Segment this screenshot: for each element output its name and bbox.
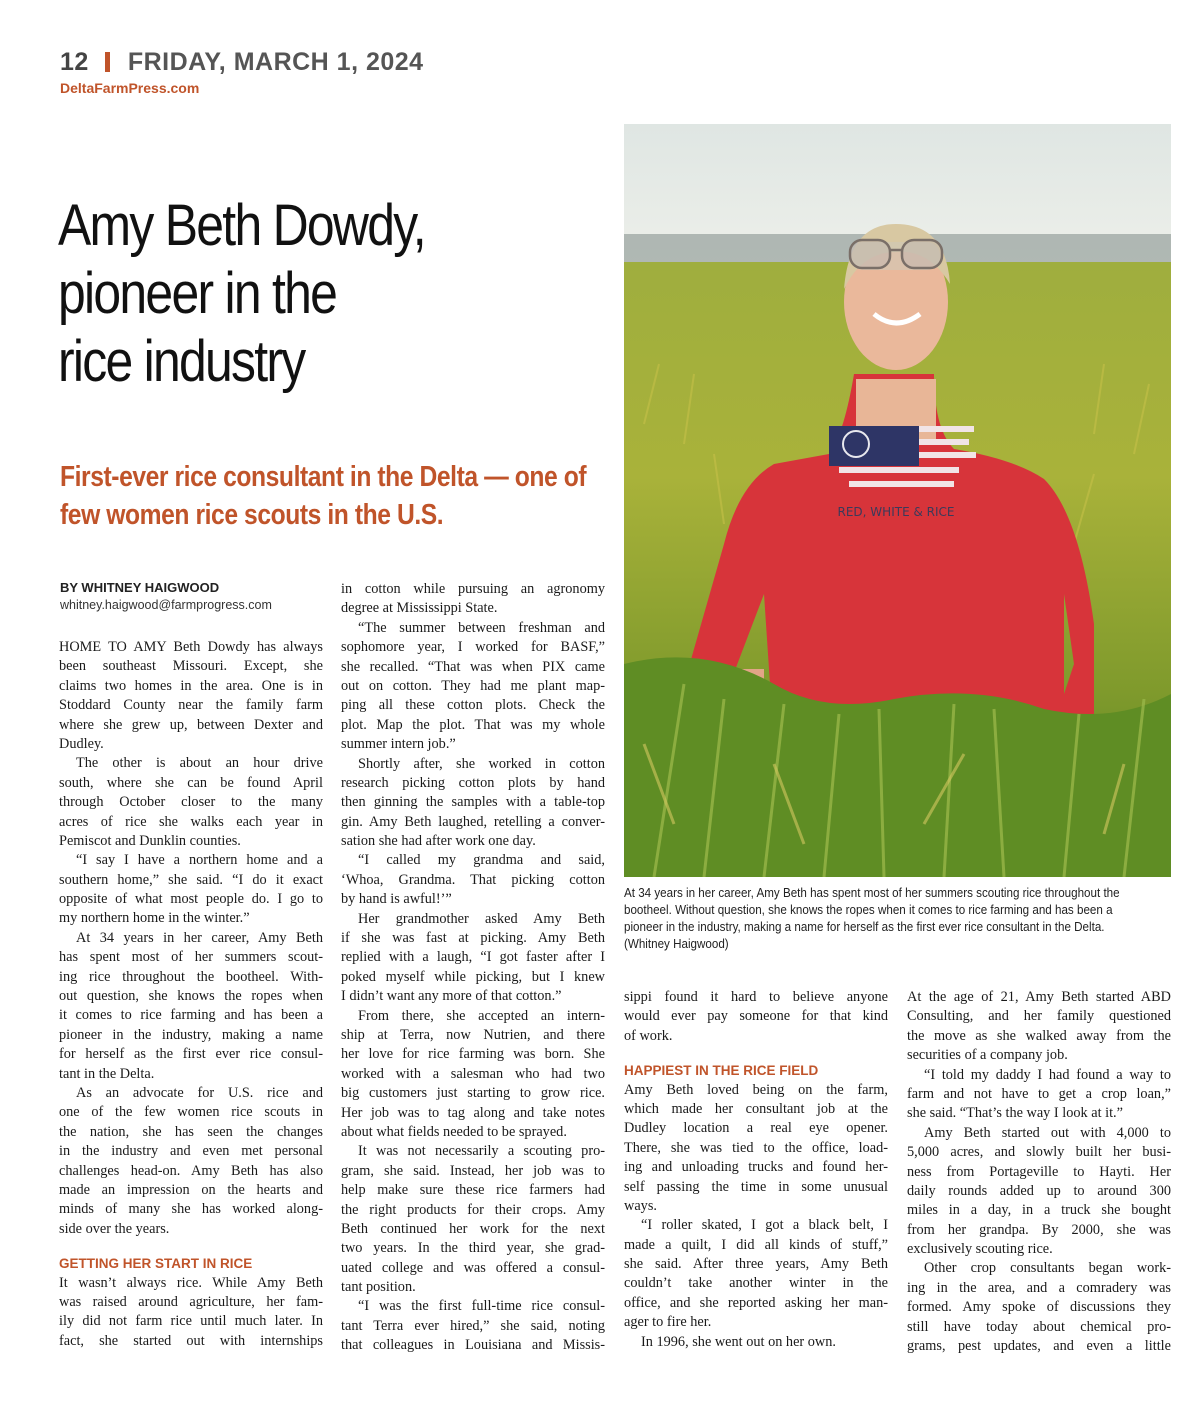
body-text-line: From there, she accepted an intern- bbox=[358, 1007, 605, 1024]
headline-line: Amy Beth Dowdy, bbox=[58, 193, 425, 258]
subheadline bbox=[60, 458, 587, 534]
body-text-line: sippi found it hard to believe anyone bbox=[624, 989, 888, 1005]
headline bbox=[58, 192, 522, 396]
photo-illustration bbox=[624, 124, 1171, 877]
body-text-line: It was not necessarily a scouting pro- bbox=[358, 1143, 605, 1160]
body-text-line: The other is about an hour drive bbox=[76, 755, 323, 772]
body-text-line: As an advocate for U.S. rice and bbox=[76, 1084, 323, 1101]
body-text-line: grams, pest updates, and even a little bbox=[907, 1338, 1171, 1355]
body-text-line: Consulting, and her family questioned bbox=[907, 1008, 1171, 1025]
body-text-line: ing in the area, and a comradery was bbox=[907, 1279, 1171, 1296]
body-text-line: ping all these cotton plots. Check the bbox=[341, 697, 605, 714]
body-text-line: gin. Amy Beth laughed, retelling a conver- bbox=[341, 813, 605, 830]
body-text-line: opposite of what most people do. I go to bbox=[59, 891, 323, 908]
body-text-line: HOME TO AMY Beth Dowdy has always bbox=[59, 639, 323, 655]
shirt-print: RED, WHITE & RICE bbox=[837, 505, 955, 519]
body-text-line: ‘Whoa, Grandma. That picking cotton bbox=[341, 871, 605, 888]
body-text-line: At 34 years in her career, Amy Beth bbox=[76, 929, 323, 946]
article-column-3 bbox=[624, 988, 888, 1352]
body-text-line: ily did not farm rice until much later. In bbox=[59, 1313, 323, 1330]
body-text-line: Her job was to tag along and take notes bbox=[341, 1104, 605, 1121]
site-link[interactable]: DeltaFarmPress.com bbox=[60, 80, 200, 96]
body-text-line: formed. Amy spoke of discussions they bbox=[907, 1299, 1171, 1316]
body-text-line: made a quilt, I did all kinds of stuff,” bbox=[624, 1236, 888, 1253]
body-text-line: “I roller skated, I got a black belt, I bbox=[641, 1217, 888, 1234]
feature-photo bbox=[624, 124, 1171, 877]
body-text-line: made an impression on the hearts and bbox=[59, 1181, 323, 1198]
photo-caption bbox=[624, 885, 1145, 953]
byline bbox=[60, 580, 272, 612]
body-text-line: it comes to rice farming and has been a bbox=[59, 1007, 323, 1024]
body-text-line: Her grandmother asked Amy Beth bbox=[358, 910, 605, 927]
issue-date: FRIDAY, MARCH 1, 2024 bbox=[127, 47, 424, 76]
body-text-line: pioneer in the industry, making a name bbox=[59, 1026, 323, 1043]
body-text-line: At the age of 21, Amy Beth started ABD bbox=[907, 989, 1171, 1005]
body-text-line: about what fields needed to be sprayed. bbox=[341, 1123, 567, 1140]
body-text-line: tant Terra ever hired,” she said, noting bbox=[341, 1317, 605, 1334]
body-text-line: challenges head-on. Amy Beth has also bbox=[59, 1162, 323, 1179]
body-text-line: gram, she said. Instead, her job was to bbox=[341, 1162, 605, 1179]
body-text-line: through October closer to the many bbox=[59, 794, 323, 811]
body-text-line: acres of rice she walks each year in bbox=[59, 813, 323, 830]
body-text-line: “I was the first full-time rice consul- bbox=[358, 1298, 605, 1315]
body-text-line: poked myself while picking, but I knew bbox=[341, 968, 605, 985]
body-text-line: worked with a salesman who had two bbox=[341, 1065, 605, 1082]
body-text-line: sation she had after work one day. bbox=[341, 833, 536, 850]
body-text-line: office, and she reported asking her man- bbox=[624, 1294, 888, 1311]
body-text-line: southern home,” she said. “I do it exact bbox=[59, 871, 323, 888]
body-text-line: in the industry and even met personal bbox=[59, 1143, 323, 1160]
body-text-line: if she was fast at picking. Amy Beth bbox=[341, 930, 605, 947]
folio-divider bbox=[105, 52, 110, 72]
body-text-line: Amy Beth loved being on the farm, bbox=[624, 1081, 888, 1098]
body-text-line: minds of many she has worked along- bbox=[59, 1201, 323, 1218]
body-text-line: Stoddard County near the family farm bbox=[59, 697, 323, 714]
folio bbox=[60, 46, 424, 78]
caption-line: pioneer in the industry, making a name for herself as the first ever rice consultant in the Delta. bbox=[624, 920, 1105, 934]
body-text-line: summer intern job.” bbox=[341, 736, 456, 753]
body-text-line: she recalled. “That was when PIX came bbox=[341, 658, 605, 675]
body-text-line: I didn’t want any more of that cotton.” bbox=[341, 988, 562, 1005]
page-header bbox=[60, 46, 424, 96]
body-text-line: which made her consultant job at the bbox=[624, 1100, 888, 1117]
body-text-line: “I say I have a northern home and a bbox=[76, 852, 323, 869]
body-text-line: daily rounds added up to around 300 bbox=[907, 1182, 1171, 1199]
headline-line: rice industry bbox=[58, 329, 305, 394]
caption-line: (Whitney Haigwood) bbox=[624, 937, 729, 951]
body-text-line: her love for rice farming was born. She bbox=[341, 1046, 605, 1063]
body-text-line: tant in the Delta. bbox=[59, 1065, 155, 1082]
section-subhead: GETTING HER START IN RICE bbox=[59, 1256, 253, 1272]
body-text-line: of work. bbox=[624, 1027, 673, 1044]
body-text-line: she said. After three years, Amy Beth bbox=[624, 1256, 888, 1273]
body-text-line: been southeast Missouri. Except, she bbox=[59, 658, 323, 675]
body-text-line: Beth continued her work for the next bbox=[341, 1220, 605, 1237]
body-text-line: in cotton while pursuing an agronomy bbox=[341, 581, 605, 597]
body-text-line: Shortly after, she worked in cotton bbox=[358, 755, 605, 772]
caption-line: bootheel. Without question, she knows the ropes when it comes to rice farming and has been a bbox=[624, 903, 1113, 917]
body-text-line: “I told my daddy I had found a way to bbox=[924, 1066, 1171, 1083]
article-column-1 bbox=[59, 638, 323, 1351]
body-text-line: self passing the time in some unusual bbox=[624, 1178, 888, 1195]
body-text-line: Dudley. bbox=[59, 735, 104, 752]
body-text-line: side over the years. bbox=[59, 1220, 170, 1237]
body-text-line: my northern home in the winter.” bbox=[59, 910, 250, 927]
body-text-line: the move as she walked away from the bbox=[907, 1027, 1171, 1044]
body-text-line: In 1996, she went out on her own. bbox=[641, 1333, 836, 1350]
page-number: 12 bbox=[60, 47, 89, 76]
body-text-line: Other crop consultants began work- bbox=[924, 1260, 1171, 1277]
caption-line: At 34 years in her career, Amy Beth has spent most of her summers scouting rice throughout the bbox=[624, 886, 1120, 900]
body-text-line: securities of a company job. bbox=[907, 1047, 1068, 1064]
body-text-line: the right products for their crops. Amy bbox=[341, 1201, 605, 1218]
body-text-line: Pemiscot and Dunklin counties. bbox=[59, 832, 241, 849]
body-text-line: Dudley location a real eye opener. bbox=[624, 1120, 888, 1137]
author-email[interactable]: whitney.haigwood@farmprogress.com bbox=[60, 598, 272, 612]
body-text-line: There, she was tied to the office, load- bbox=[624, 1139, 888, 1156]
body-text-line: replied with a laugh, “I got faster after I bbox=[341, 949, 605, 966]
body-text-line: miles in a day, in a truck she bought bbox=[907, 1202, 1171, 1219]
body-text-line: has spent most of her summers scout- bbox=[59, 949, 323, 966]
body-text-line: where she grew up, between Dexter and bbox=[59, 716, 323, 733]
body-text-line: from her grandpa. By 2000, she was bbox=[907, 1221, 1171, 1238]
body-text-line: uated college and was offered a consul- bbox=[341, 1259, 605, 1276]
body-text-line: 5,000 acres, and slowly built her busi- bbox=[907, 1144, 1171, 1161]
body-text-line: she said. “That’s the way I look at it.” bbox=[907, 1105, 1123, 1122]
body-text-line: plot. Map the plot. That was my whole bbox=[341, 716, 605, 733]
body-text-line: exclusively scouting rice. bbox=[907, 1241, 1053, 1258]
body-text-line: fact, she started out with internships bbox=[59, 1332, 323, 1349]
deck-line: First-ever rice consultant in the Delta — one of bbox=[60, 461, 587, 493]
body-text-line: ing and unloading trucks and found her- bbox=[624, 1159, 888, 1176]
body-text-line: degree at Mississippi State. bbox=[341, 600, 498, 617]
body-text-line: help make sure these rice farmers had bbox=[341, 1182, 605, 1199]
article-column-4 bbox=[907, 988, 1171, 1356]
headline-line: pioneer in the bbox=[58, 261, 337, 326]
body-text-line: then ginning the samples with a table-top bbox=[341, 794, 605, 811]
body-text-line: was raised around agriculture, her fam- bbox=[59, 1293, 323, 1310]
body-text-line: for herself as the first ever rice consul- bbox=[59, 1046, 323, 1063]
body-text-line: farm and not have to get a crop loan,” bbox=[907, 1085, 1171, 1102]
body-text-line: big customers just starting to grow rice. bbox=[341, 1085, 605, 1102]
body-text-line: ship at Terra, now Nutrien, and there bbox=[341, 1026, 605, 1043]
body-text-line: would ever pay someone for that kind bbox=[624, 1008, 888, 1025]
body-text-line: claims two homes in the area. One is in bbox=[59, 677, 323, 694]
body-text-line: tant position. bbox=[341, 1279, 416, 1296]
body-text-line: south, where she can be found April bbox=[59, 774, 323, 791]
deck-line: few women rice scouts in the U.S. bbox=[60, 499, 444, 531]
body-text-line: by hand is awful!’” bbox=[341, 891, 452, 908]
body-text-line: “The summer between freshman and bbox=[358, 619, 605, 636]
body-text-line: Amy Beth started out with 4,000 to bbox=[924, 1124, 1171, 1141]
body-text-line: ing rice throughout the bootheel. With- bbox=[59, 968, 323, 985]
body-text-line: ness from Portageville to Hayti. Her bbox=[907, 1163, 1171, 1180]
article-column-2 bbox=[341, 580, 605, 1356]
body-text-line: the nation, she has seen the changes bbox=[59, 1123, 323, 1140]
body-text-line: still have today about chemical pro- bbox=[907, 1318, 1171, 1335]
body-text-line: research picking cotton plots by hand bbox=[341, 774, 605, 791]
body-text-line: two years. In the third year, she grad- bbox=[341, 1240, 605, 1257]
body-text-line: out question, she knows the ropes when bbox=[59, 988, 323, 1005]
author-name: BY WHITNEY HAIGWOOD bbox=[60, 580, 220, 595]
body-text-line: “I called my grandma and said, bbox=[358, 852, 605, 869]
section-subhead: HAPPIEST IN THE RICE FIELD bbox=[624, 1063, 819, 1079]
body-text-line: sophomore year, I worked for BASF,” bbox=[341, 639, 605, 656]
body-text-line: couldn’t take another winter in the bbox=[624, 1275, 888, 1292]
body-text-line: that colleagues in Louisiana and Missis- bbox=[341, 1337, 605, 1354]
body-text-line: ways. bbox=[624, 1197, 657, 1214]
body-text-line: out on cotton. They had me plant map- bbox=[341, 677, 605, 694]
body-text-line: ager to fire her. bbox=[624, 1314, 712, 1331]
body-text-line: It wasn’t always rice. While Amy Beth bbox=[59, 1274, 323, 1291]
body-text-line: one of the few women rice scouts in bbox=[59, 1104, 323, 1121]
